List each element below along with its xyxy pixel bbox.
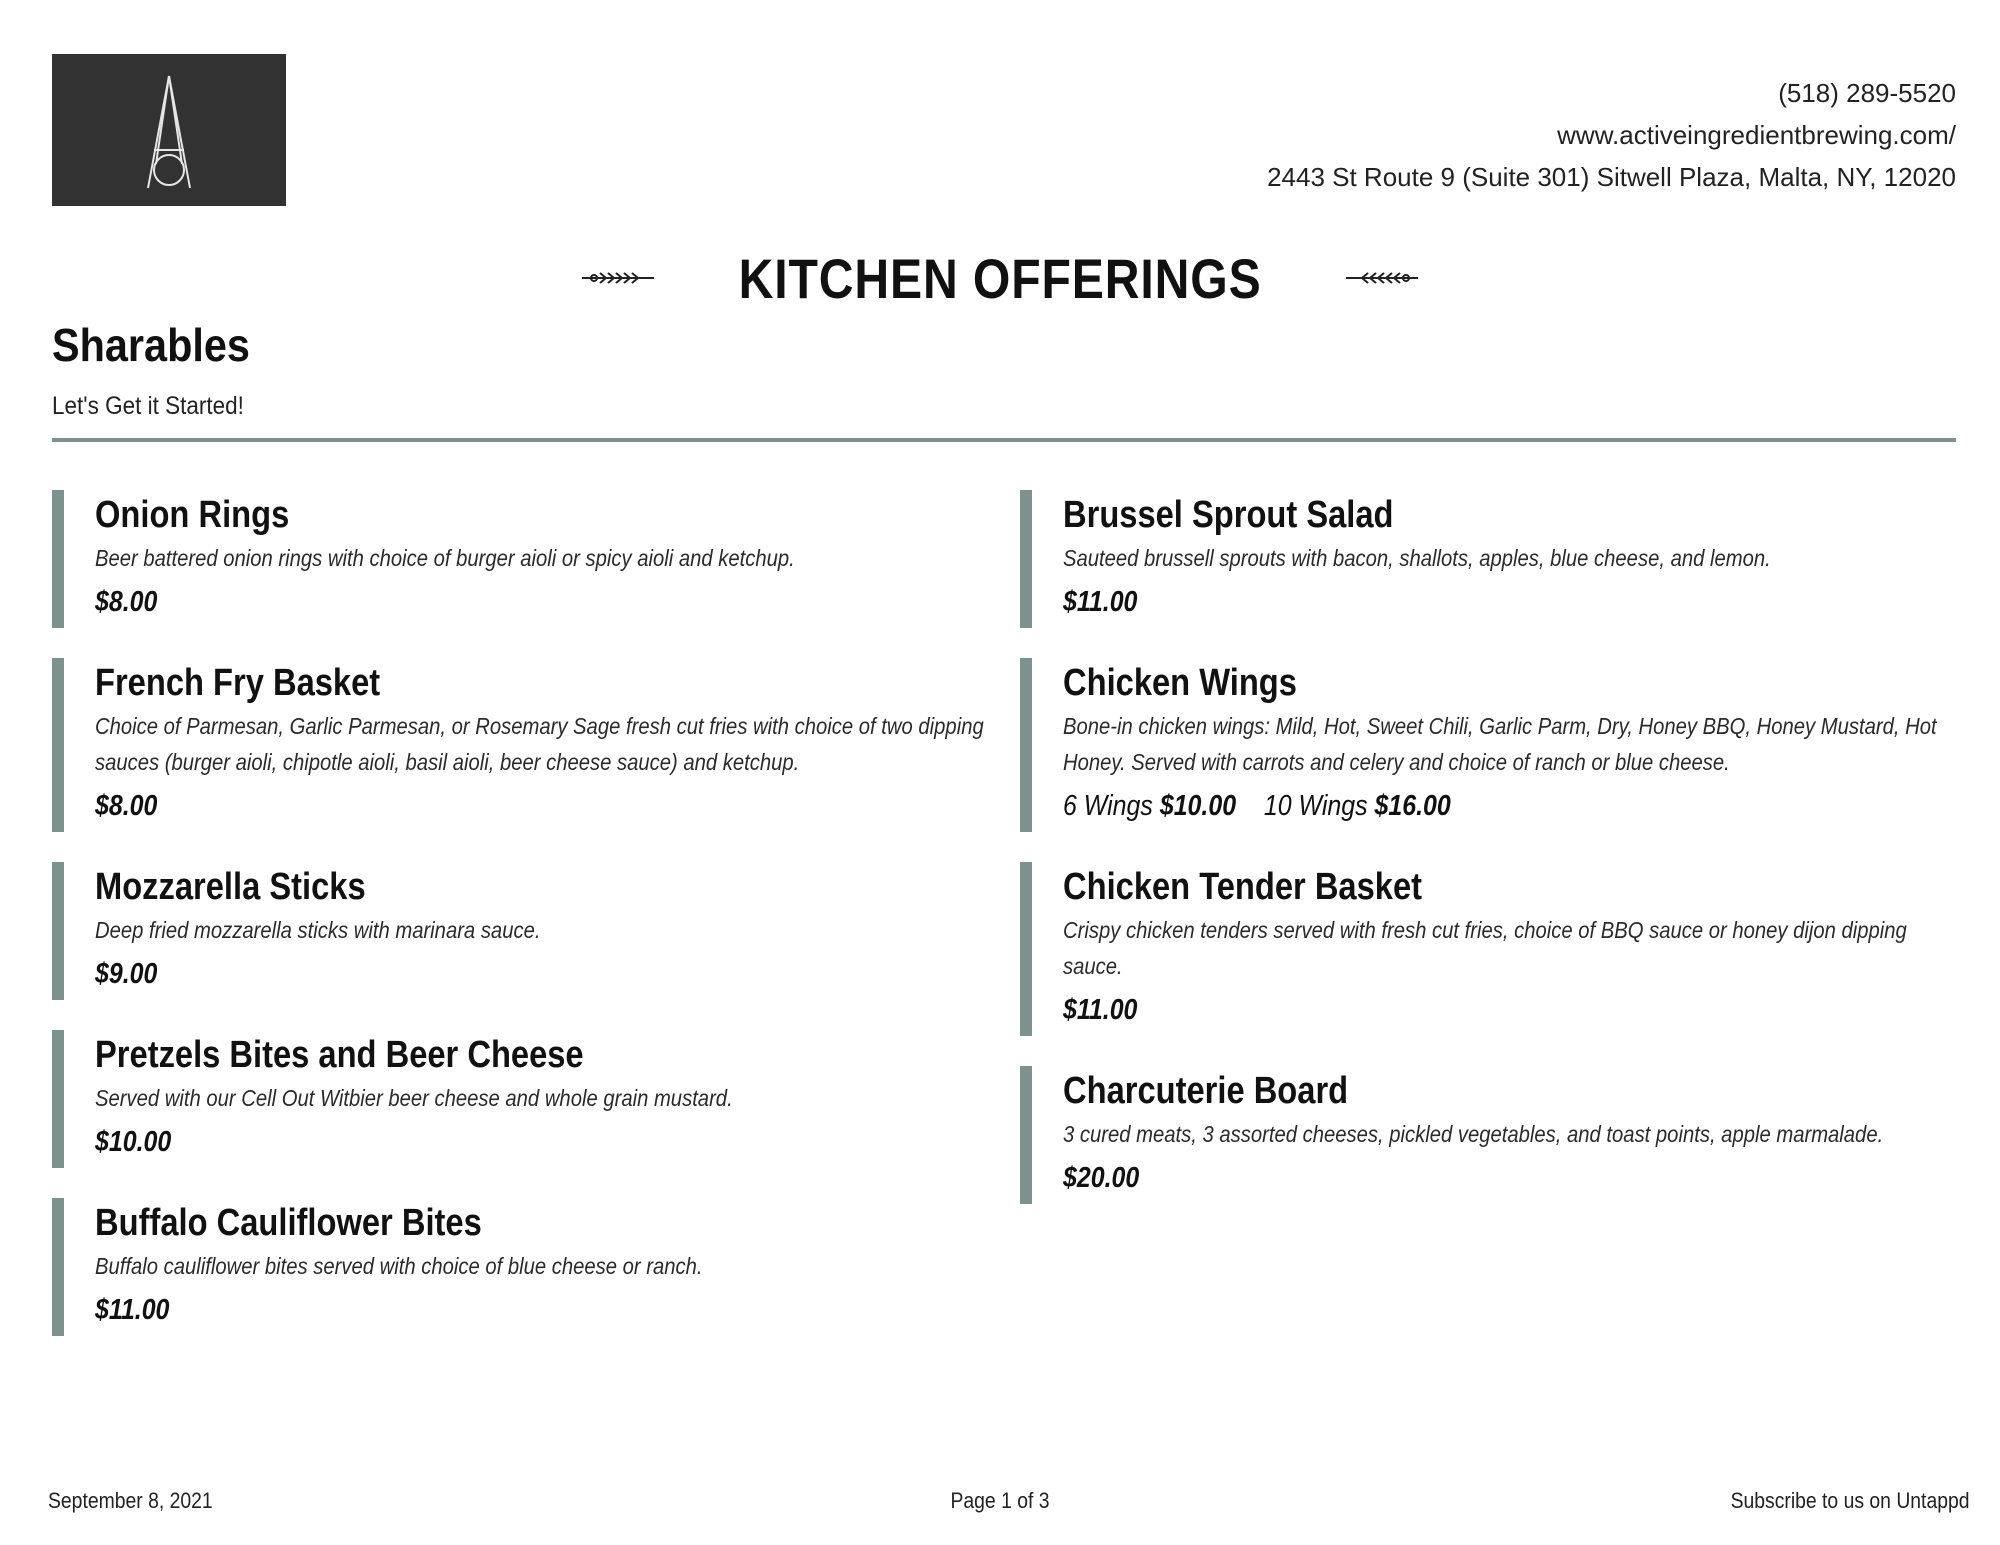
item-name: Mozzarella Sticks bbox=[95, 866, 366, 908]
item-description: Bone-in chicken wings: Mild, Hot, Sweet Chili, Garlic Parm, Dry, Honey BBQ, Honey Mustard, Hot Honey. Served with carrots and celery and choice of ranch or blue cheese. bbox=[1063, 713, 1937, 775]
item-name: Pretzels Bites and Beer Cheese bbox=[95, 1034, 584, 1076]
item-name: French Fry Basket bbox=[95, 662, 381, 704]
item-price: $8.00 bbox=[95, 790, 158, 822]
logo-mark-icon bbox=[52, 54, 286, 206]
menu-column-left bbox=[52, 490, 992, 1366]
item-description: Choice of Parmesan, Garlic Parmesan, or Rosemary Sage fresh cut fries with choice of two dipping sauces (burger aioli, chipotle aioli, basil aioli, beer cheese sauce) and ketchup. bbox=[95, 713, 984, 775]
section-subtitle: Let's Get it Started! bbox=[52, 392, 244, 420]
menu-item-charcuterie-board bbox=[1020, 1066, 1960, 1204]
menu-item-french-fry-basket bbox=[52, 658, 992, 832]
section-divider bbox=[52, 438, 1956, 442]
phone-number: (518) 289-5520 bbox=[1778, 78, 1956, 108]
menu-item-mozzarella-sticks bbox=[52, 862, 992, 1000]
item-price: $11.00 bbox=[1063, 586, 1138, 618]
item-description: Deep fried mozzarella sticks with marinara sauce. bbox=[95, 917, 541, 943]
item-description: Crispy chicken tenders served with fresh cut fries, choice of BBQ sauce or honey dijon dipping sauce. bbox=[1063, 917, 1907, 979]
item-name: Charcuterie Board bbox=[1063, 1070, 1349, 1112]
section-title: Sharables bbox=[52, 319, 250, 371]
item-price: $9.00 bbox=[95, 958, 158, 990]
menu-item-pretzel-bites bbox=[52, 1030, 992, 1168]
menu-item-onion-rings bbox=[52, 490, 992, 628]
price-label-10-wings: 10 Wings bbox=[1263, 790, 1368, 822]
footer-date: September 8, 2021 bbox=[48, 1488, 213, 1513]
item-name: Onion Rings bbox=[95, 494, 290, 536]
footer-page-number: Page 1 of 3 bbox=[950, 1488, 1050, 1513]
menu-item-chicken-tender-basket bbox=[1020, 862, 1960, 1036]
website-link[interactable]: www.activeingredientbrewing.com/ bbox=[1557, 120, 1956, 150]
item-description: Sauteed brussell sprouts with bacon, shallots, apples, blue cheese, and lemon. bbox=[1063, 545, 1771, 571]
item-price: $11.00 bbox=[1063, 994, 1138, 1026]
wheat-ornament-right-icon bbox=[1344, 268, 1420, 288]
item-name: Buffalo Cauliflower Bites bbox=[95, 1202, 482, 1244]
item-description: Beer battered onion rings with choice of burger aioli or spicy aioli and ketchup. bbox=[95, 545, 795, 571]
item-name: Chicken Wings bbox=[1063, 662, 1297, 704]
footer-subscribe-link[interactable]: Subscribe to us on Untappd bbox=[1731, 1488, 1970, 1513]
menu-item-brussel-sprout-salad bbox=[1020, 490, 1960, 628]
contact-info bbox=[1267, 72, 1956, 198]
price-10-wings: $16.00 bbox=[1374, 790, 1451, 822]
item-price bbox=[1063, 780, 1834, 832]
item-price: $11.00 bbox=[95, 1294, 170, 1326]
item-description: Served with our Cell Out Witbier beer cheese and whole grain mustard. bbox=[95, 1085, 733, 1111]
address: 2443 St Route 9 (Suite 301) Sitwell Plaza, Malta, NY, 12020 bbox=[1267, 162, 1956, 192]
item-name: Brussel Sprout Salad bbox=[1063, 494, 1394, 536]
page-title: KITCHEN OFFERINGS bbox=[738, 246, 1262, 310]
item-description: 3 cured meats, 3 assorted cheeses, pickled vegetables, and toast points, apple marmalade. bbox=[1063, 1121, 1884, 1147]
page-header bbox=[0, 238, 2000, 318]
item-price: $10.00 bbox=[95, 1126, 172, 1158]
menu-item-buffalo-cauliflower bbox=[52, 1198, 992, 1336]
item-price: $8.00 bbox=[95, 586, 158, 618]
brewery-logo bbox=[52, 54, 286, 206]
item-name: Chicken Tender Basket bbox=[1063, 866, 1423, 908]
menu-column-right bbox=[1020, 490, 1960, 1234]
price-6-wings: $10.00 bbox=[1159, 790, 1237, 822]
wheat-ornament-left-icon bbox=[580, 268, 656, 288]
menu-item-chicken-wings bbox=[1020, 658, 1960, 832]
item-price: $20.00 bbox=[1063, 1162, 1140, 1194]
price-label-6-wings: 6 Wings bbox=[1063, 790, 1153, 822]
item-description: Buffalo cauliflower bites served with choice of blue cheese or ranch. bbox=[95, 1253, 703, 1279]
